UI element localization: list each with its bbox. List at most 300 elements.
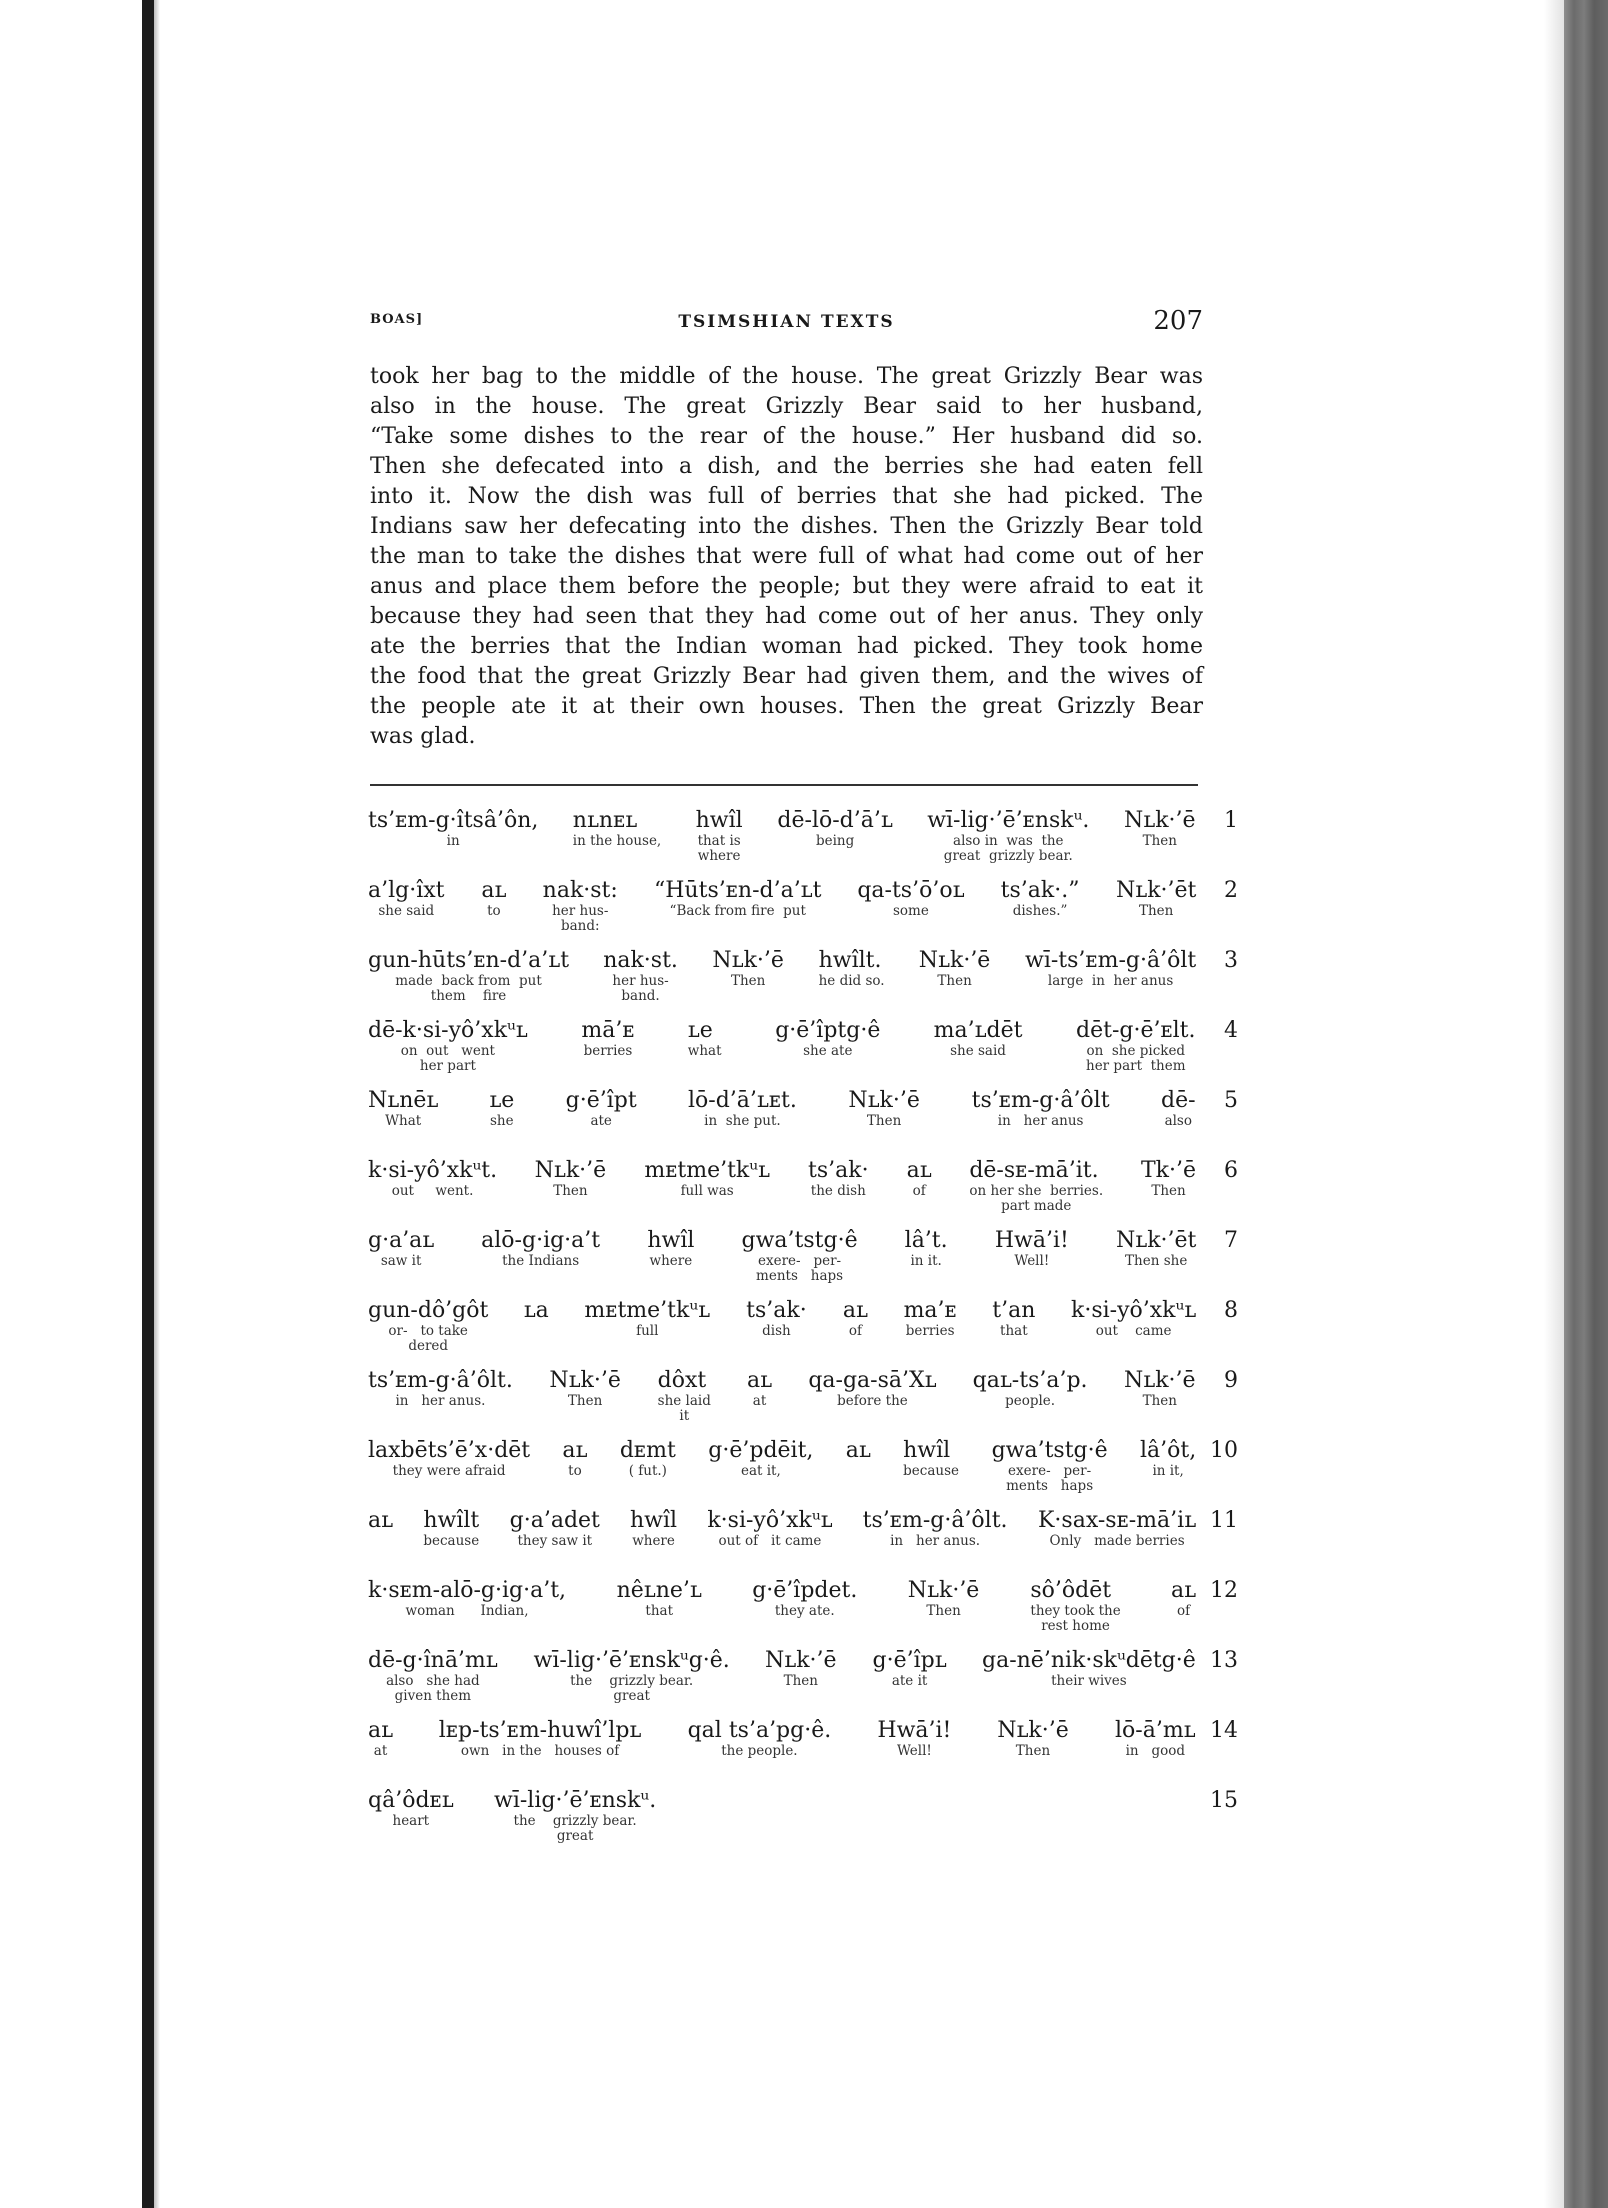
tsimshian-word: dē-sᴇ-mā’it. xyxy=(969,1158,1099,1183)
tsimshian-word: hwîlt xyxy=(423,1508,480,1533)
interlinear-word xyxy=(973,1368,1088,1409)
english-gloss: what xyxy=(687,1043,722,1059)
english-gloss: also in was the great grizzly bear. xyxy=(943,833,1073,864)
english-gloss: the people. xyxy=(721,1743,798,1759)
interlinear-word xyxy=(368,1298,488,1354)
english-gloss: dish xyxy=(762,1323,791,1339)
interlinear-word xyxy=(1001,878,1080,919)
tsimshian-word: g·a’aʟ xyxy=(368,1228,435,1253)
tsimshian-word: ʟa xyxy=(523,1298,549,1323)
tsimshian-word: dôxt xyxy=(657,1368,707,1393)
english-gloss: heart xyxy=(392,1813,430,1829)
tsimshian-word: ts’ᴇm-g·îtsâ’ôn, xyxy=(368,808,539,833)
english-gloss: Then xyxy=(1015,1743,1051,1759)
tsimshian-word: aʟ xyxy=(562,1438,588,1463)
english-gloss: Then xyxy=(553,1183,588,1199)
interlinear-word xyxy=(581,1018,634,1059)
interlinear-line xyxy=(368,1788,1238,1858)
interlinear-word xyxy=(1140,1438,1196,1479)
interlinear-word xyxy=(654,878,821,919)
tsimshian-word: ts’ᴇm-g·â’ôlt. xyxy=(368,1368,513,1393)
prose-line: Then she defecated into a dish, and the berries she had eaten fell xyxy=(370,454,1203,479)
prose-line: took her bag to the middle of the house. The great Grizzly Bear was xyxy=(370,364,1203,389)
interlinear-line xyxy=(368,1298,1238,1368)
interlinear-word xyxy=(368,1368,513,1409)
tsimshian-word: qaʟ-ts’a’p. xyxy=(972,1368,1088,1393)
tsimshian-word: mā’ᴇ xyxy=(581,1018,635,1043)
english-gloss: where xyxy=(649,1253,693,1269)
tsimshian-word: dē-g·înā’mʟ xyxy=(368,1648,498,1673)
english-gloss: they took the rest home xyxy=(1030,1603,1121,1634)
tsimshian-word: dē-lō-d’ā’ʟ xyxy=(777,808,893,833)
tsimshian-word: qa-ga-sā’Xʟ xyxy=(808,1368,937,1393)
line-number: 5 xyxy=(1224,1088,1238,1113)
english-gloss: Then xyxy=(926,1603,961,1619)
interlinear-word xyxy=(368,1578,566,1619)
line-number: 13 xyxy=(1210,1648,1238,1673)
interlinear-word xyxy=(873,1648,947,1689)
tsimshian-word: aʟ xyxy=(842,1298,868,1323)
english-gloss: to xyxy=(487,903,501,919)
english-gloss: she ate xyxy=(803,1043,853,1059)
tsimshian-word: gwa’tstg·ê xyxy=(741,1228,858,1253)
interlinear-line xyxy=(368,1158,1238,1228)
tsimshian-word: dē- xyxy=(1161,1088,1196,1113)
english-gloss: Then xyxy=(1142,833,1177,849)
tsimshian-word: ts’ᴇm-g·â’ôlt xyxy=(971,1088,1110,1113)
interlinear-word xyxy=(494,1788,656,1844)
tsimshian-word: ma’ᴇ xyxy=(903,1298,957,1323)
tsimshian-word: Nʟk·’ē xyxy=(907,1578,980,1603)
english-gloss: she xyxy=(490,1113,514,1129)
interlinear-word xyxy=(992,1438,1108,1494)
tsimshian-word: nak·st: xyxy=(542,878,618,903)
interlinear-word xyxy=(630,1508,677,1549)
tsimshian-word: aʟ xyxy=(368,1508,394,1533)
tsimshian-word: Nʟnēʟ xyxy=(368,1088,439,1113)
tsimshian-word: aʟ xyxy=(747,1368,773,1393)
interlinear-word xyxy=(647,1228,694,1269)
interlinear-text xyxy=(368,808,1238,1858)
tsimshian-word: ts’ak·.” xyxy=(1000,878,1080,903)
tsimshian-word: qal ts’a’pg·ê. xyxy=(687,1718,832,1743)
interlinear-word xyxy=(972,1088,1110,1129)
english-gloss: on she picked her part them xyxy=(1086,1043,1186,1074)
interlinear-word xyxy=(573,808,661,849)
english-gloss: out went. xyxy=(391,1183,474,1199)
english-gloss: in her anus. xyxy=(395,1393,486,1409)
interlinear-word xyxy=(903,1438,959,1479)
english-gloss: “Back from fire put xyxy=(669,903,806,919)
tsimshian-word: Nʟk·’ē xyxy=(549,1368,621,1393)
tsimshian-word: aʟ xyxy=(906,1158,932,1183)
english-gloss: to xyxy=(568,1463,582,1479)
english-gloss: Then xyxy=(866,1113,902,1129)
english-gloss: they were afraid xyxy=(392,1463,506,1479)
interlinear-line xyxy=(368,1438,1238,1508)
english-gloss: exere- per- ments haps xyxy=(1006,1463,1094,1494)
line-number: 7 xyxy=(1224,1228,1238,1253)
interlinear-word xyxy=(510,1508,600,1549)
tsimshian-word: mᴇtme’tkᵘʟ xyxy=(584,1298,711,1323)
english-gloss: ate it xyxy=(891,1673,928,1689)
prose-line: the people ate it at their own houses. Then the great Grizzly Bear xyxy=(370,694,1203,719)
english-gloss: her hus- band: xyxy=(552,903,609,934)
english-gloss: made back from put them fire xyxy=(395,973,542,1004)
english-gloss: in good xyxy=(1125,1743,1186,1759)
interlinear-word xyxy=(603,948,678,1004)
interlinear-word xyxy=(765,1648,837,1689)
english-gloss: at xyxy=(373,1743,388,1759)
english-gloss: some xyxy=(892,903,929,919)
english-gloss: their wives xyxy=(1051,1673,1127,1689)
tsimshian-word: Nʟk·’ē xyxy=(712,948,784,973)
tsimshian-word: lâ’ôt, xyxy=(1140,1438,1197,1463)
interlinear-word xyxy=(707,1508,832,1549)
interlinear-word xyxy=(997,1718,1069,1759)
line-number: 2 xyxy=(1224,878,1238,903)
tsimshian-word: ts’ak· xyxy=(808,1158,869,1183)
interlinear-word xyxy=(863,1508,1008,1549)
tsimshian-word: g·ē’îpt xyxy=(565,1088,637,1113)
english-gloss: the grizzly bear. great xyxy=(513,1813,637,1844)
interlinear-word xyxy=(368,1018,528,1074)
english-gloss: that xyxy=(1000,1323,1028,1339)
tsimshian-word: k·si-yô’xkᵘʟ xyxy=(1071,1298,1197,1323)
line-number: 12 xyxy=(1210,1578,1238,1603)
tsimshian-word: dēt-g·ē’ᴇlt. xyxy=(1076,1018,1196,1043)
interlinear-line xyxy=(368,808,1238,878)
interlinear-word xyxy=(566,1088,637,1129)
interlinear-word xyxy=(808,1158,869,1199)
page-shadow xyxy=(154,0,160,2208)
line-number: 9 xyxy=(1224,1368,1238,1393)
line-number: 8 xyxy=(1224,1298,1238,1323)
line-number: 1 xyxy=(1224,808,1238,833)
english-gloss: where xyxy=(632,1533,675,1549)
english-gloss: she said xyxy=(378,903,435,919)
tsimshian-word: aʟ xyxy=(845,1438,871,1463)
prose-line: ate the berries that the Indian woman had picked. They took home xyxy=(370,634,1203,659)
scan-margin xyxy=(0,0,142,2208)
interlinear-line xyxy=(368,878,1238,948)
interlinear-word xyxy=(562,1438,587,1479)
english-gloss: in it. xyxy=(910,1253,942,1269)
interlinear-word xyxy=(1116,878,1196,919)
english-gloss: exere- per- ments haps xyxy=(756,1253,844,1284)
english-gloss: her hus- band. xyxy=(612,973,669,1004)
tsimshian-word: “Hūts’ᴇn-d’a’ʟt xyxy=(654,878,822,903)
interlinear-word xyxy=(808,1368,936,1409)
interlinear-word xyxy=(708,1438,813,1479)
english-gloss: Then xyxy=(730,973,766,989)
english-gloss: full xyxy=(636,1323,659,1339)
english-gloss: the grizzly bear. great xyxy=(570,1673,694,1704)
english-gloss: Well! xyxy=(896,1743,932,1759)
tsimshian-word: gun-dô’gôt xyxy=(368,1298,489,1323)
page-edge-fade xyxy=(1544,0,1564,2208)
english-gloss: in her anus. xyxy=(890,1533,981,1549)
interlinear-word xyxy=(995,1228,1069,1269)
line-number: 11 xyxy=(1210,1508,1238,1533)
interlinear-word xyxy=(992,1298,1035,1339)
interlinear-line xyxy=(368,1018,1238,1088)
tsimshian-word: g·ē’îpdet. xyxy=(752,1578,858,1603)
english-gloss: in xyxy=(446,833,460,849)
interlinear-word xyxy=(905,1228,948,1269)
english-gloss: on out went her part xyxy=(400,1043,495,1074)
interlinear-word xyxy=(368,1088,438,1129)
interlinear-line xyxy=(368,1228,1238,1298)
interlinear-line xyxy=(368,1718,1238,1788)
tsimshian-word: ts’ᴇm-g·â’ôlt. xyxy=(862,1508,1008,1533)
english-gloss: out of it came xyxy=(718,1533,822,1549)
line-number: 4 xyxy=(1224,1018,1238,1043)
interlinear-word xyxy=(534,1648,730,1704)
english-gloss: dishes.” xyxy=(1012,903,1068,919)
tsimshian-word: wī-lig·’ē’ᴇnskᵘg·ê. xyxy=(533,1648,730,1673)
interlinear-word xyxy=(846,1438,871,1464)
interlinear-word xyxy=(620,1438,676,1479)
interlinear-word xyxy=(368,1228,434,1269)
tsimshian-word: k·si-yô’xkᵘʟ xyxy=(707,1508,833,1533)
english-gloss: Well! xyxy=(1014,1253,1050,1269)
tsimshian-word: wī-lig·’ē’ᴇnskᵘ. xyxy=(927,808,1090,833)
english-gloss: ate xyxy=(590,1113,612,1129)
prose-line: Indians saw her defecating into the dishes. Then the Grizzly Bear told xyxy=(370,514,1203,539)
english-gloss: that xyxy=(645,1603,674,1619)
interlinear-word xyxy=(617,1578,702,1619)
tsimshian-word: lō-d’ā’ʟᴇt. xyxy=(688,1088,797,1113)
interlinear-word xyxy=(368,1158,497,1199)
interlinear-word xyxy=(1161,1088,1196,1129)
interlinear-word xyxy=(368,1648,498,1704)
tsimshian-word: hwîl xyxy=(903,1438,951,1463)
interlinear-word xyxy=(1025,948,1196,989)
english-gloss: full was xyxy=(680,1183,734,1199)
interlinear-word xyxy=(481,1228,600,1269)
english-gloss: woman Indian, xyxy=(405,1603,529,1619)
english-gloss: the Indians xyxy=(502,1253,580,1269)
interlinear-word xyxy=(1124,1368,1196,1409)
interlinear-word xyxy=(1115,1718,1196,1759)
interlinear-word xyxy=(927,808,1089,864)
interlinear-word xyxy=(857,878,964,919)
interlinear-word xyxy=(982,1648,1196,1689)
english-gloss: of xyxy=(912,1183,926,1199)
interlinear-word xyxy=(843,1298,868,1339)
interlinear-word xyxy=(712,948,784,989)
english-gloss: berries xyxy=(905,1323,955,1339)
tsimshian-word: g·ē’îptg·ê xyxy=(775,1018,881,1043)
line-number: 3 xyxy=(1224,948,1238,973)
english-gloss: Then xyxy=(1151,1183,1186,1199)
english-gloss: of xyxy=(848,1323,862,1339)
tsimshian-word: nak·st. xyxy=(603,948,678,973)
interlinear-word xyxy=(489,1088,514,1129)
english-gloss: she said xyxy=(950,1043,1006,1059)
interlinear-word xyxy=(747,1368,772,1409)
english-gloss: berries xyxy=(583,1043,633,1059)
english-gloss: because xyxy=(903,1463,959,1479)
prose-line: the food that the great Grizzly Bear had given them, and the wives of xyxy=(370,664,1203,689)
book-page-edges xyxy=(1564,0,1608,2208)
english-gloss: being xyxy=(815,833,855,849)
prose-line: into it. Now the dish was full of berries that she had picked. The xyxy=(370,484,1203,509)
header-author: BOAS] xyxy=(370,312,424,327)
interlinear-word xyxy=(543,878,618,934)
interlinear-word xyxy=(368,1438,530,1479)
interlinear-word xyxy=(549,1368,621,1409)
tsimshian-word: nêʟne’ʟ xyxy=(616,1578,702,1603)
english-gloss: ( fut.) xyxy=(628,1463,667,1479)
tsimshian-word: hwîl xyxy=(630,1508,678,1533)
prose-line: the man to take the dishes that were full of what had come out of her xyxy=(370,544,1203,569)
interlinear-word xyxy=(877,1718,951,1759)
interlinear-word xyxy=(1076,1018,1196,1074)
tsimshian-word: g·ē’pdēit, xyxy=(708,1438,814,1463)
interlinear-word xyxy=(969,1158,1103,1214)
interlinear-word xyxy=(752,1578,857,1619)
english-gloss: they saw it xyxy=(517,1533,593,1549)
tsimshian-word: a’lg·îxt xyxy=(368,878,445,903)
tsimshian-word: lâ’t. xyxy=(904,1228,948,1253)
translation-paragraph xyxy=(370,362,1203,752)
english-gloss: he did so. xyxy=(818,973,885,989)
interlinear-line xyxy=(368,948,1238,1018)
interlinear-word xyxy=(907,1158,932,1199)
tsimshian-word: Nʟk·’ē xyxy=(1124,808,1196,833)
interlinear-word xyxy=(904,1298,957,1339)
tsimshian-word: aʟ xyxy=(368,1718,394,1743)
interlinear-word xyxy=(535,1158,607,1199)
tsimshian-word: ʟe xyxy=(687,1018,713,1043)
interlinear-word xyxy=(848,1088,920,1129)
interlinear-word xyxy=(775,1018,880,1059)
english-gloss: also xyxy=(1164,1113,1192,1129)
interlinear-word xyxy=(1171,1578,1196,1619)
tsimshian-word: qa-ts’ō’oʟ xyxy=(857,878,965,903)
english-gloss: before the xyxy=(837,1393,908,1409)
tsimshian-word: Hwā’i! xyxy=(994,1228,1069,1253)
tsimshian-word: t’an xyxy=(992,1298,1036,1323)
tsimshian-word: k·sᴇm-alō-g·ig·a’t, xyxy=(368,1578,567,1603)
tsimshian-word: k·si-yô’xkᵘt. xyxy=(368,1158,498,1183)
english-gloss: or- to take dered xyxy=(388,1323,468,1354)
english-gloss: Then xyxy=(937,973,972,989)
english-gloss: also she had given them xyxy=(386,1673,480,1704)
tsimshian-word: ʟe xyxy=(489,1088,515,1113)
interlinear-line xyxy=(368,1648,1238,1718)
tsimshian-word: laxbēts’ē’x·dēt xyxy=(368,1438,531,1463)
prose-line: was glad. xyxy=(370,724,476,749)
interlinear-word xyxy=(919,948,991,989)
line-number: 14 xyxy=(1210,1718,1238,1743)
tsimshian-word: gun-hūts’ᴇn-d’a’ʟt xyxy=(368,948,570,973)
tsimshian-word: Hwā’i! xyxy=(877,1718,952,1743)
interlinear-word xyxy=(368,1718,393,1759)
interlinear-word xyxy=(658,1368,711,1424)
tsimshian-word: g·ē’îpʟ xyxy=(872,1648,947,1673)
english-gloss: saw it xyxy=(380,1253,422,1269)
interlinear-word xyxy=(1116,1228,1196,1269)
interlinear-word xyxy=(368,878,445,919)
tsimshian-word: Nʟk·’ē xyxy=(918,948,991,973)
english-gloss: large in her anus xyxy=(1047,973,1174,989)
tsimshian-word: hwîl xyxy=(647,1228,695,1253)
tsimshian-word: ts’ak· xyxy=(746,1298,807,1323)
tsimshian-word: qâ’ôdᴇʟ xyxy=(368,1788,454,1813)
english-gloss: because xyxy=(423,1533,480,1549)
interlinear-word xyxy=(368,948,569,1004)
interlinear-word xyxy=(742,1228,858,1284)
tsimshian-word: sô’ôdēt xyxy=(1030,1578,1112,1603)
english-gloss: of xyxy=(1176,1603,1191,1619)
english-gloss: the dish xyxy=(810,1183,866,1199)
interlinear-line xyxy=(368,1508,1238,1578)
interlinear-word xyxy=(688,1088,797,1129)
tsimshian-word: nʟnᴇʟ xyxy=(572,808,638,833)
tsimshian-word: hwîl xyxy=(695,808,743,833)
tsimshian-word: dē-k·si-yô’xkᵘʟ xyxy=(368,1018,528,1043)
interlinear-line xyxy=(368,1368,1238,1438)
english-gloss: she laid it xyxy=(657,1393,711,1424)
interlinear-word xyxy=(423,1508,479,1549)
interlinear-word xyxy=(688,1718,832,1759)
interlinear-word xyxy=(644,1158,770,1199)
line-number: 6 xyxy=(1224,1158,1238,1183)
book-binding xyxy=(142,0,154,2208)
interlinear-word xyxy=(777,808,892,849)
tsimshian-word: lō-ā’mʟ xyxy=(1115,1718,1196,1743)
interlinear-word xyxy=(368,1508,393,1534)
tsimshian-word: Nʟk·’ē xyxy=(534,1158,607,1183)
tsimshian-word: alō-g·ig·a’t xyxy=(481,1228,601,1253)
english-gloss: out came xyxy=(1095,1323,1172,1339)
interlinear-word xyxy=(584,1298,710,1339)
tsimshian-word: lᴇp-ts’ᴇm-huwî’lpʟ xyxy=(438,1718,642,1743)
tsimshian-word: mᴇtme’tkᵘʟ xyxy=(644,1158,770,1183)
interlinear-word xyxy=(819,948,885,989)
english-gloss: in she put. xyxy=(704,1113,781,1129)
english-gloss: they ate. xyxy=(774,1603,835,1619)
english-gloss: that is where xyxy=(697,833,741,864)
interlinear-word xyxy=(688,1018,722,1059)
prose-line: “Take some dishes to the rear of the house.” Her husband did so. xyxy=(370,424,1203,449)
tsimshian-word: wī-lig·’ē’ᴇnskᵘ. xyxy=(494,1788,657,1813)
prose-line: because they had seen that they had come out of her anus. They only xyxy=(370,604,1203,629)
english-gloss: eat it, xyxy=(740,1463,781,1479)
page-number: 207 xyxy=(1153,306,1203,336)
tsimshian-word: dᴇmt xyxy=(619,1438,676,1463)
interlinear-word xyxy=(908,1578,980,1619)
interlinear-word xyxy=(934,1018,1023,1059)
english-gloss: Then xyxy=(783,1673,818,1689)
english-gloss: own in the houses of xyxy=(460,1743,620,1759)
running-header xyxy=(370,306,1203,346)
english-gloss: in her anus xyxy=(997,1113,1084,1129)
interlinear-word xyxy=(1038,1508,1196,1549)
interlinear-word xyxy=(481,878,506,919)
english-gloss: What xyxy=(385,1113,422,1129)
interlinear-word xyxy=(368,1788,454,1829)
interlinear-word xyxy=(696,808,743,864)
english-gloss: people. xyxy=(1005,1393,1056,1409)
tsimshian-word: Nʟk·’ē xyxy=(997,1718,1069,1743)
tsimshian-word: Nʟk·’ēt xyxy=(1116,1228,1197,1253)
interlinear-word xyxy=(1141,1158,1196,1199)
tsimshian-word: Nʟk·’ē xyxy=(848,1088,920,1113)
